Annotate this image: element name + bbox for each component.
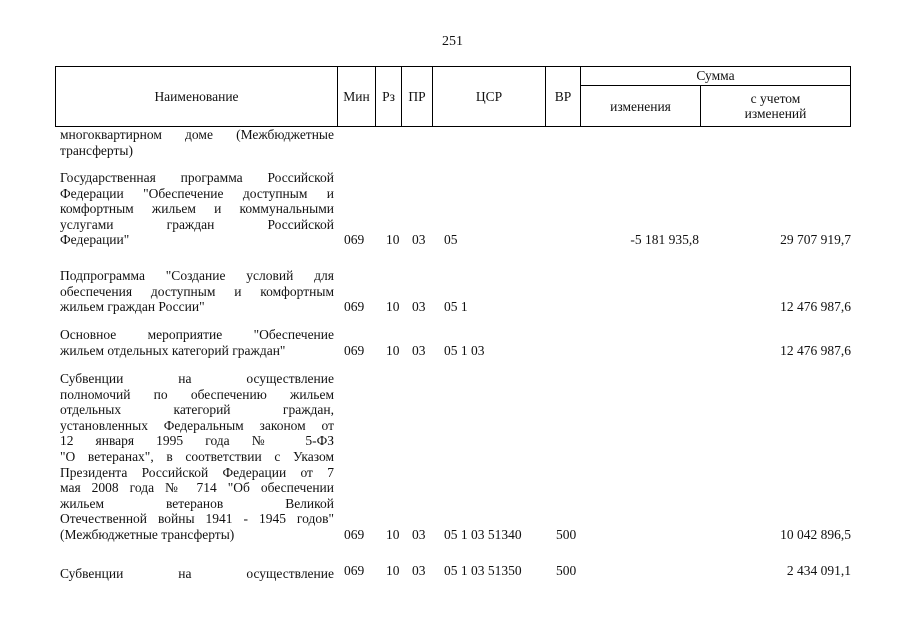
row-name-line: (Межбюджетные трансферты) — [60, 526, 235, 542]
row-total: 12 476 987,6 — [780, 343, 851, 358]
row-csr: 05 1 — [444, 299, 468, 314]
header-with-changes-line2: изменений — [744, 106, 807, 121]
row-csr: 05 1 03 51340 — [444, 527, 522, 542]
row-csr: 05 1 03 51350 — [444, 563, 522, 578]
table-header — [55, 66, 851, 126]
row-pr: 03 — [412, 563, 426, 578]
row-rz: 10 — [386, 527, 400, 542]
row-name-line: мая 2008 года № 714 "Об обеспечении — [60, 480, 334, 496]
header-rz: Рз — [382, 88, 395, 104]
row-change: -5 181 935,8 — [630, 232, 699, 247]
row-name — [60, 170, 334, 248]
row-rz: 10 — [386, 232, 400, 247]
row-min: 069 — [344, 563, 365, 578]
header-vr: ВР — [554, 88, 572, 104]
row-vr: 500 — [556, 563, 577, 578]
row-total: 29 707 919,7 — [780, 232, 851, 247]
row-name — [60, 327, 334, 358]
row-min: 069 — [344, 527, 365, 542]
row-name-line: Государственная программа Российской — [60, 170, 334, 185]
row-name-line: 12 января 1995 года № 5-ФЗ — [60, 433, 334, 449]
row-pr: 03 — [412, 343, 426, 358]
row-name-line: комфортным жильем и коммунальными — [60, 201, 334, 217]
row-name-line: Отечественной войны 1941 - 1945 годов" — [60, 511, 334, 527]
row-name-line: услугами граждан Российской — [60, 216, 334, 232]
row-name-line: Субвенции на осуществление — [60, 566, 334, 581]
row-name-line: Федерации "Обеспечение доступным и — [60, 185, 334, 201]
header-csr: ЦСР — [475, 88, 503, 104]
header-border-right — [850, 66, 851, 126]
row-name — [60, 268, 334, 315]
row-name-line: трансферты) — [60, 142, 133, 158]
row-name-line: полномочий по обеспечению жильем — [60, 386, 334, 402]
row-name — [60, 127, 334, 158]
header-with-changes — [701, 86, 850, 126]
row-pr: 03 — [412, 299, 426, 314]
row-name-line: Субвенции на осуществление — [60, 371, 334, 386]
row-rz: 10 — [386, 299, 400, 314]
row-name-line: Подпрограмма "Создание условий для — [60, 268, 334, 283]
header-name: Наименование — [154, 88, 239, 104]
row-pr: 03 — [412, 527, 426, 542]
row-name-line: "О ветеранах", в соответствии с Указом — [60, 448, 334, 464]
row-name — [60, 371, 334, 543]
row-min: 069 — [344, 232, 365, 247]
header-with-changes-line1: с учетом — [750, 91, 801, 106]
row-name-line: многоквартирном доме (Межбюджетные — [60, 127, 334, 142]
row-name-line: Основное мероприятие "Обеспечение — [60, 327, 334, 342]
header-min: Мин — [343, 88, 370, 104]
row-min: 069 — [344, 343, 365, 358]
row-total: 12 476 987,6 — [780, 299, 851, 314]
row-rz: 10 — [386, 343, 400, 358]
page-number: 251 — [442, 34, 463, 49]
row-name-line: Президента Российской Федерации от 7 — [60, 464, 334, 480]
row-pr: 03 — [412, 232, 426, 247]
row-total: 2 434 091,1 — [786, 563, 851, 578]
row-min: 069 — [344, 299, 365, 314]
row-csr: 05 1 03 — [444, 343, 485, 358]
row-rz: 10 — [386, 563, 400, 578]
row-name-line: жильем граждан России" — [60, 299, 205, 315]
row-name-line: жильем ветеранов Великой — [60, 495, 334, 511]
header-pr: ПР — [408, 88, 426, 104]
row-total: 10 042 896,5 — [780, 527, 851, 542]
row-name-line: отдельных категорий граждан, — [60, 402, 334, 418]
row-name — [60, 566, 334, 582]
row-name-line: Федерации" — [60, 232, 130, 248]
row-csr: 05 — [444, 232, 458, 247]
row-name-line: жильем отдельных категорий граждан" — [60, 342, 286, 358]
header-sum: Сумма — [696, 68, 735, 83]
row-name-line: обеспечения доступным и комфортным — [60, 283, 334, 299]
row-vr: 500 — [556, 527, 577, 542]
header-changes: изменения — [610, 98, 671, 114]
row-name-line: установленных Федеральным законом от — [60, 417, 334, 433]
